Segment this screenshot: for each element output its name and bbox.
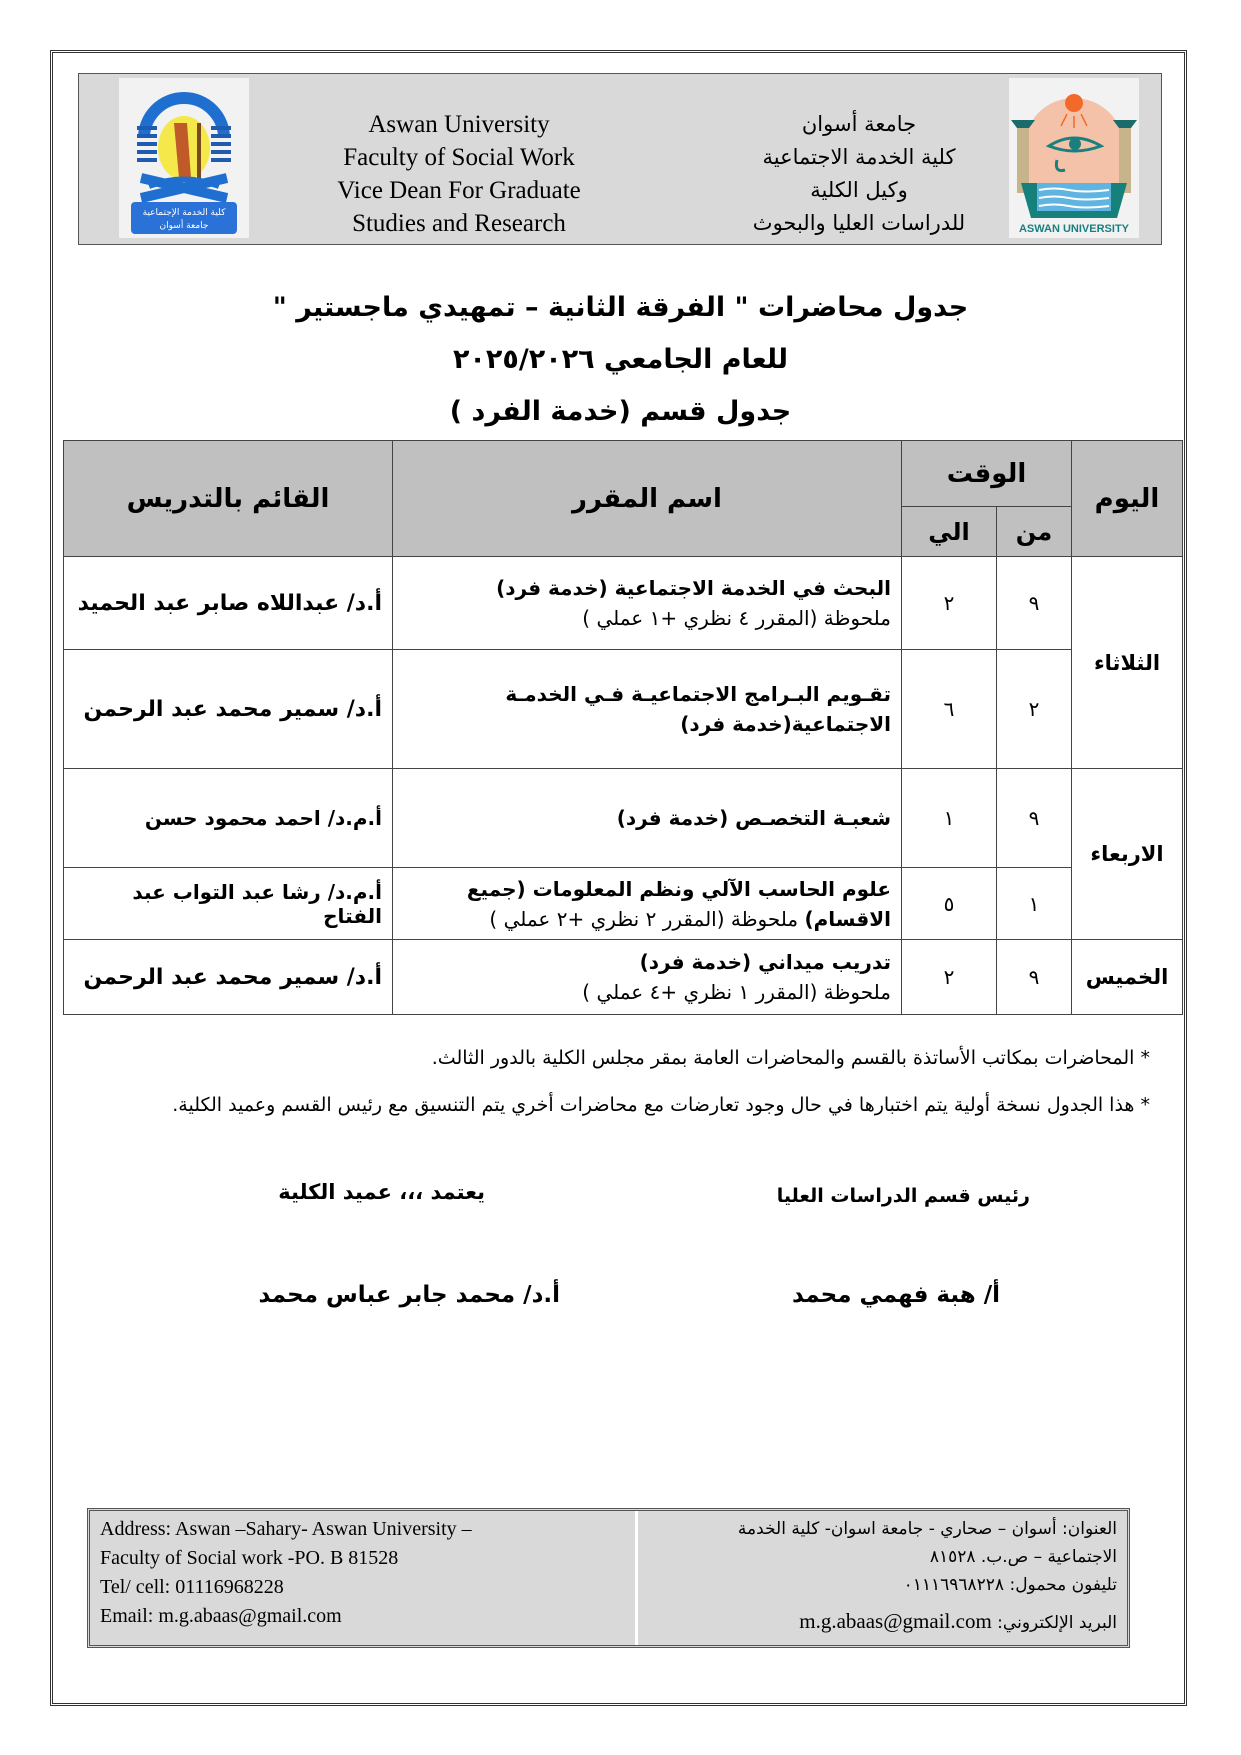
footer-address-line: الاجتماعية – ص.ب. ٨١٥٢٨ [929,1547,1117,1567]
teacher-cell: أ.د/ عبداللاه صابر عبد الحميد [64,557,393,650]
to-cell: ٥ [902,868,997,940]
header-en-line: Studies and Research [352,210,566,237]
faculty-logo-icon [119,78,249,238]
signature-role-dean: يعتمد ،،، عميد الكلية [278,1180,485,1204]
document-titles [0,282,1241,438]
signature-name-graduate-head: أ/ هبة فهمي محمد [791,1282,1000,1308]
day-cell: الاربعاء [1072,769,1183,940]
header-arabic [679,108,1039,240]
header-ar-line: جامعة أسوان [801,112,917,136]
course-note: ملحوظة (المقرر ١ نظري +٤ عملي ) [582,980,891,1004]
schedule-title: جدول محاضرات " الفرقة الثانية – تمهيدي ماجستير " [272,292,969,323]
course-note: ملحوظة (المقرر ٤ نظري +١ عملي ) [582,606,891,630]
footer-email[interactable]: m.g.abaas@gmail.com [799,1609,992,1633]
teacher-cell: أ.د/ سمير محمد عبد الرحمن [64,650,393,769]
to-cell: ١ [902,769,997,868]
from-cell: ٩ [997,940,1072,1015]
header-ar-line: كلية الخدمة الاجتماعية [762,145,956,169]
footer-english [100,1515,620,1631]
signature-name-dean: أ.د/ محمد جابر عباس محمد [258,1282,560,1308]
teacher-cell: أ.م.د/ احمد محمود حسن [64,769,393,868]
svg-text:ASWAN UNIVERSITY: ASWAN UNIVERSITY [1018,223,1130,235]
header-english [294,108,624,240]
day-cell: الثلاثاء [1072,557,1183,769]
footer-arabic [637,1515,1117,1637]
to-cell: ٢ [902,557,997,650]
svg-text:جامعة أسوان: جامعة أسوان [159,221,209,231]
department-title: جدول قسم (خدمة الفرد ) [449,396,792,427]
header-en-line: Faculty of Social Work [343,144,575,171]
course-title: البحث في الخدمة الاجتماعية (خدمة فرد) [496,576,891,600]
table-row [64,650,1183,769]
from-cell: ٩ [997,769,1072,868]
footer-address-line: Address: Aswan –Sahary- Aswan University – [100,1518,472,1540]
header-teacher: القائم بالتدريس [64,441,393,557]
day-cell: الخميس [1072,940,1183,1015]
header-to: الي [902,507,997,557]
footer-email[interactable]: Email: m.g.abaas@gmail.com [100,1605,342,1627]
header-en-line: Aswan University [368,111,550,138]
footer-email-row [637,1607,1117,1637]
schedule-table [63,440,1183,1015]
teacher-cell: أ.د/ سمير محمد عبد الرحمن [64,940,393,1015]
header-ar-line: للدراسات العليا والبحوث [752,211,966,235]
header-ar-line: وكيل الكلية [810,178,908,202]
academic-year-title: للعام الجامعي ٢٠٢٥/٢٠٢٦ [452,344,789,375]
to-cell: ٦ [902,650,997,769]
course-cell [393,769,902,868]
table-row [64,868,1183,940]
footer-phone: تليفون محمول: ٠١١١٦٩٦٨٢٢٨ [903,1575,1117,1595]
footer-phone: Tel/ cell: 01116968228 [100,1576,284,1598]
header-en-line: Vice Dean For Graduate [337,177,581,204]
course-title: علوم الحاسب الآلي ونظم المعلومات (جميع الاقسام) [466,876,891,931]
university-logo-icon [1009,78,1139,238]
course-cell [393,557,902,650]
from-cell: ٢ [997,650,1072,769]
header-day: اليوم [1072,441,1183,557]
header-time: الوقت [902,441,1072,507]
contact-footer [87,1508,1130,1648]
signature-role-graduate-head: رئيس قسم الدراسات العليا [776,1185,1030,1207]
note-item: * المحاضرات بمكاتب الأساتذة بالقسم والمحاضرات العامة بمقر مجلس الكلية بالدور الثالث. [431,1047,1150,1069]
teacher-cell: أ.م.د/ رشا عبد التواب عبد الفتاح [64,868,393,940]
course-cell [393,940,902,1015]
header-from: من [997,507,1072,557]
note-item: * هذا الجدول نسخة أولية يتم اختبارها في حال وجود تعارضات مع محاضرات أخري يتم التنسيق مع رئيس القسم وعميد الكلية. [172,1094,1150,1116]
course-note: ملحوظة (المقرر ٢ نظري +٢ عملي ) [489,906,805,931]
table-row [64,940,1183,1015]
footer-address-line: Faculty of Social work -PO. B 81528 [100,1547,399,1569]
header-course: اسم المقرر [393,441,902,557]
notes [110,1035,1150,1129]
footer-address-line: العنوان: أسوان – صحاري - جامعة اسوان- كلية الخدمة [737,1519,1117,1539]
course-cell [393,650,902,769]
to-cell: ٢ [902,940,997,1015]
table-row [64,557,1183,650]
footer-email-label: البريد الإلكتروني: [991,1613,1117,1633]
svg-text:كلية الخدمة الإجتماعية: كلية الخدمة الإجتماعية [142,208,226,218]
course-title: تدريب ميداني (خدمة فرد) [639,950,891,974]
course-title: تقـويم البـرامج الاجتماعيـة فـي الخدمـة الاجتماعية(خدمة فرد) [505,682,891,736]
course-title: شعبـة التخصـص (خدمة فرد) [616,806,891,830]
letterhead [78,73,1162,245]
from-cell: ٩ [997,557,1072,650]
table-row [64,769,1183,868]
from-cell: ١ [997,868,1072,940]
course-cell [393,868,902,940]
